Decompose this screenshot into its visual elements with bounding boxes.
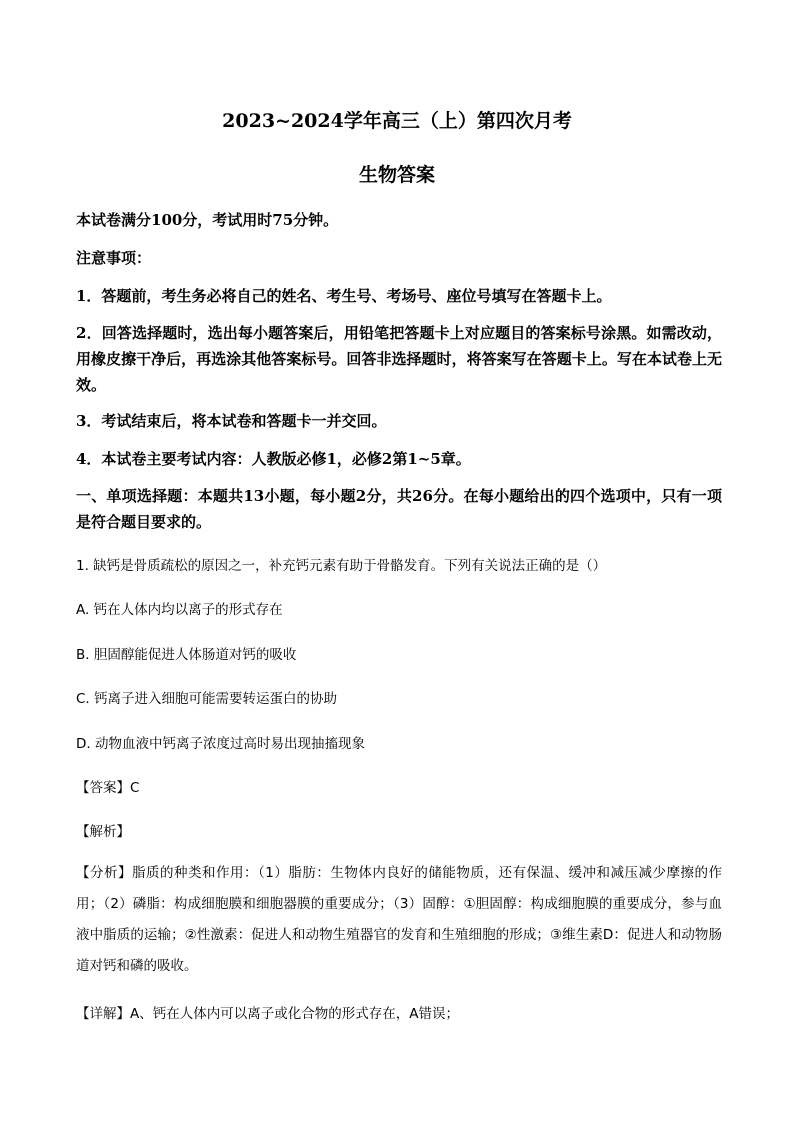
- answer-line: 【答案】C: [76, 780, 140, 796]
- score-time-note: 本试卷满分100分，考试用时75分钟。: [76, 211, 339, 229]
- section-heading: 一、单项选择题：本题共13小题，每小题2分，共26分。在每小题给出的四个选项中，只有一项是符合题目要求的。: [76, 487, 722, 531]
- notice-item-3: 3．考试结束后，将本试卷和答题卡一并交回。: [76, 412, 387, 430]
- question-stem: 1. 缺钙是骨质疏松的原因之一，补充钙元素有助于骨骼发育。下列有关说法正确的是（）: [76, 558, 607, 574]
- detail-line: 【详解】A、钙在人体内可以离子或化合物的形式存在，A错误；: [76, 1006, 459, 1022]
- option-a: A. 钙在人体内均以离子的形式存在: [76, 602, 283, 618]
- analysis-paragraph: 【分析】脂质的种类和作用：（1）脂肪：生物体内良好的储能物质，还有保温、缓冲和减压减少摩擦的作用；（2）磷脂：构成细胞膜和细胞器膜的重要成分；（3）固醇：①胆固醇：构成细胞膜的重要成分，参与血液中脂质的运输；②性激素：促进人和动物生殖器官的发育和生殖细胞的形成；③维生素D：促进人和动物肠道对钙和磷的吸收。: [76, 865, 722, 974]
- exam-title: 2023~2024学年高三（上）第四次月考: [222, 110, 572, 132]
- notice-heading: 注意事项：: [76, 249, 152, 267]
- notice-item-4: 4．本试卷主要考试内容：人教版必修1，必修2第1~5章。: [76, 450, 471, 468]
- option-b: B. 胆固醇能促进人体肠道对钙的吸收: [76, 647, 297, 663]
- analysis-heading: 【解析】: [76, 824, 130, 840]
- option-c: C. 钙离子进入细胞可能需要转运蛋白的协助: [76, 691, 338, 707]
- notice-item-2: 2．回答选择题时，选出每小题答案后，用铅笔把答题卡上对应题目的答案标号涂黑。如需改动，用橡皮擦干净后，再选涂其他答案标号。回答非选择题时，将答案写在答题卡上。写在本试卷上无效。: [76, 324, 722, 394]
- exam-subtitle: 生物答案: [358, 164, 435, 186]
- notice-item-1: 1．答题前，考生务必将自己的姓名、考生号、考场号、座位号填写在答题卡上。: [76, 287, 612, 305]
- option-d: D. 动物血液中钙离子浓度过高时易出现抽搐现象: [76, 736, 365, 752]
